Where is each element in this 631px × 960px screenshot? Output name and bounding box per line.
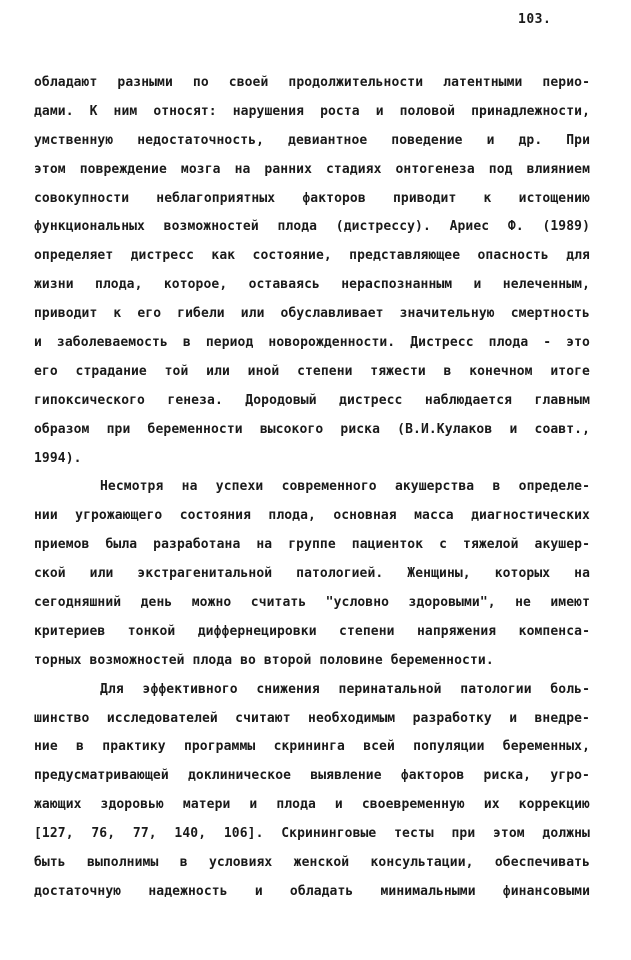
- text-line: гипоксического генеза. Дородовый дистресс наблюдается главным: [34, 392, 590, 408]
- text-line: нии угрожающего состояния плода, основная масса диагностических: [34, 508, 590, 524]
- text-line: шинство исследователей считают необходимым разработку и внедре-: [34, 710, 590, 726]
- text-line: этом повреждение мозга на ранних стадиях онтогенеза под влиянием: [34, 161, 590, 177]
- text-line: Для эффективного снижения перинатальной патологии боль-: [100, 681, 590, 697]
- text-line: дами. К ним относят: нарушения роста и половой принадлежности,: [34, 103, 590, 119]
- text-line: приводит к его гибели или обуславливает значительную смертность: [34, 306, 590, 322]
- paragraph-2: [34, 473, 590, 675]
- text-line: торных возможностей плода во второй половине беременности.: [34, 652, 494, 668]
- text-line: приемов была разработана на группе пациенток с тяжелой акушер-: [34, 537, 590, 553]
- text-line: определяет дистресс как состояние, представляющее опасность для: [34, 248, 590, 264]
- text-line: образом при беременности высокого риска (В.И.Кулаков и соавт.,: [34, 421, 590, 437]
- text-line: 1994).: [34, 450, 82, 466]
- text-line: достаточную надежность и обладать минимальными финансовыми: [34, 883, 590, 899]
- text-line: обладают разными по своей продолжительности латентными перио-: [34, 75, 590, 90]
- text-line: Несмотря на успехи современного акушерства в определе-: [100, 479, 590, 495]
- text-line: критериев тонкой диффернецировки степени напряжения компенса-: [34, 623, 590, 639]
- paragraph-1: [34, 69, 590, 473]
- text-line: быть выполнимы в условиях женской консультации, обеспечивать: [34, 855, 590, 871]
- text-line: сегодняшний день можно считать "условно здоровыми", не имеют: [34, 595, 590, 611]
- text-line: функциональных возможностей плода (дистрессу). Ариес Ф. (1989): [34, 219, 590, 235]
- text-line: ской или экстрагенитальной патологией. Женщины, которых на: [34, 566, 590, 582]
- text-line: и заболеваемость в период новорожденности. Дистресс плода - это: [34, 335, 590, 351]
- text-line: жизни плода, которое, оставаясь нераспознанным и нелеченным,: [34, 277, 590, 293]
- text-line: [127, 76, 77, 140, 106]. Скрининговые тесты при этом должны: [34, 826, 590, 842]
- text-line: ние в практику программы скрининга всей популяции беременных,: [34, 739, 590, 755]
- paragraph-3: [34, 676, 590, 907]
- text-line: совокупности неблагоприятных факторов приводит к истощению: [34, 190, 590, 206]
- page-number: 103.: [518, 12, 552, 27]
- text-line: жающих здоровью матери и плода и своевременную их коррекцию: [34, 797, 590, 813]
- text-line: предусматривающей доклиническое выявление факторов риска, угро-: [34, 768, 590, 784]
- body-text: [34, 69, 590, 907]
- text-line: его страдание той или иной степени тяжести в конечном итоге: [34, 363, 590, 379]
- text-line: умственную недостаточность, девиантное поведение и др. При: [34, 132, 590, 148]
